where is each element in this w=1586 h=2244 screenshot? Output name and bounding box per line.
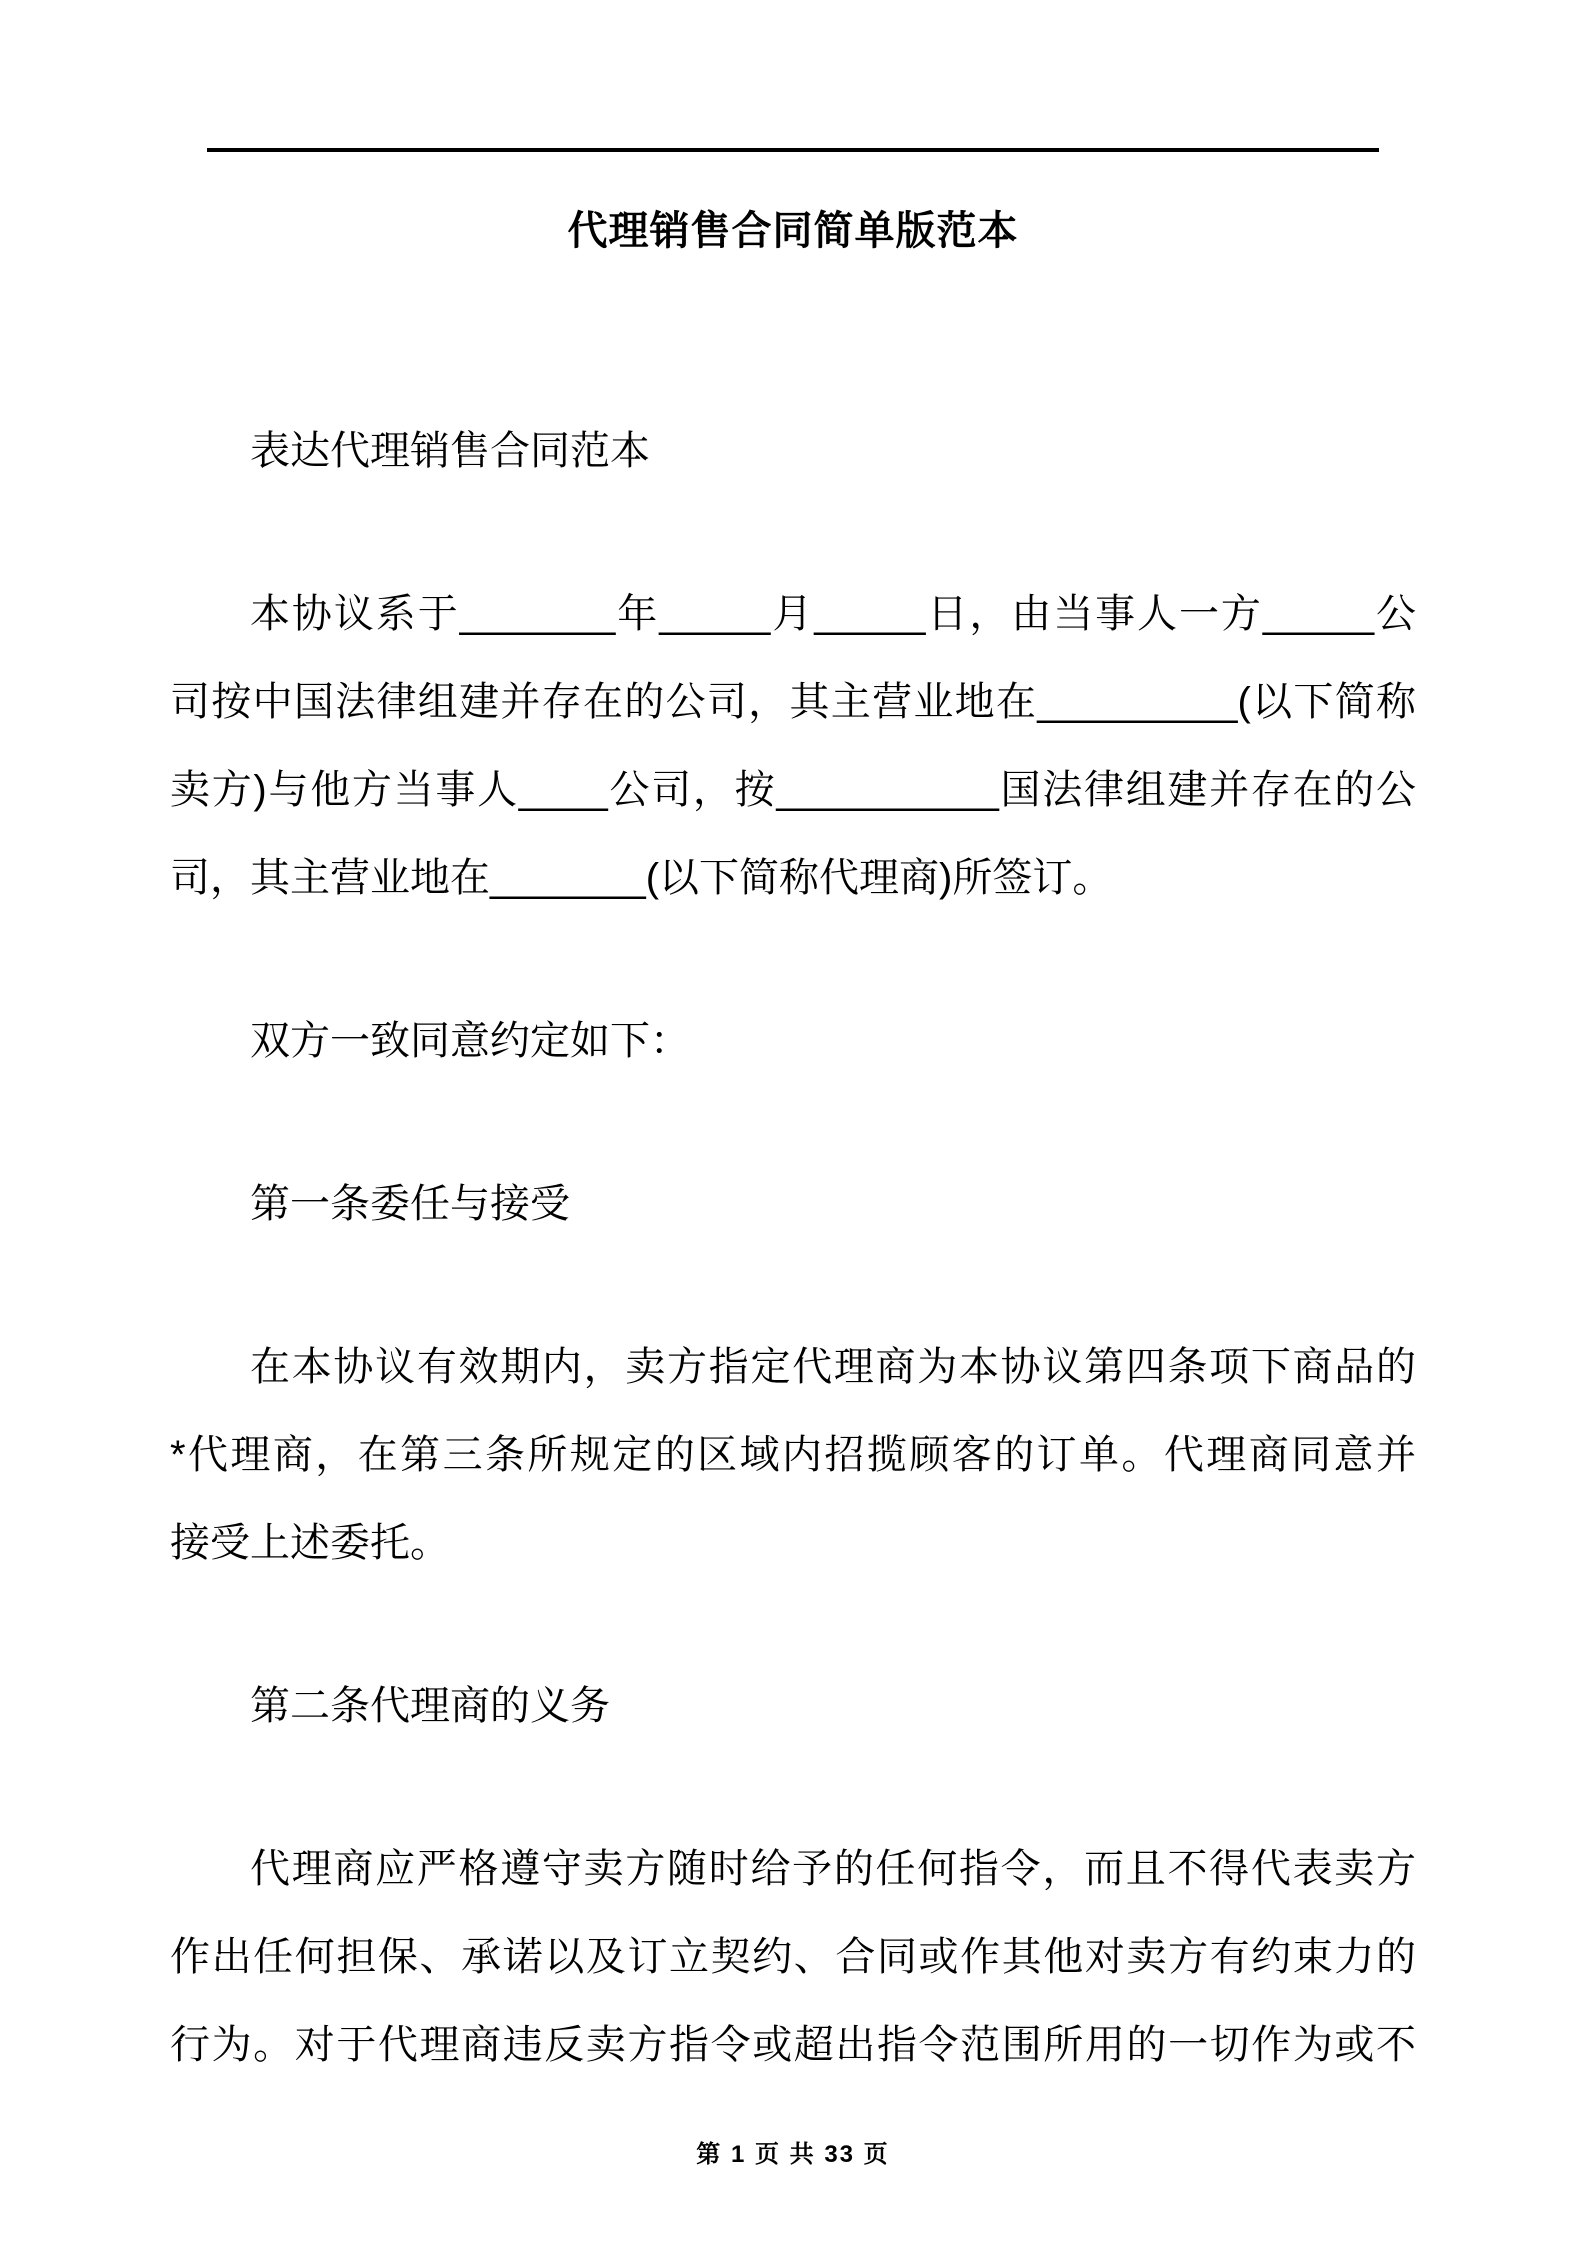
- paragraph-line: 在本协议有效期内，卖方指定代理商为本协议第四条项下商品的: [250, 1345, 1416, 1389]
- header-rule: [207, 148, 1379, 152]
- paragraph-line: 第一条委任与接受: [250, 1182, 570, 1226]
- paragraph-line: 司，其主营业地在_______(以下简称代理商)所签订。: [170, 856, 1113, 900]
- paragraph-line: 第二条代理商的义务: [250, 1684, 610, 1728]
- paragraph-line: 作出任何担保、承诺以及订立契约、合同或作其他对卖方有约束力的: [170, 1935, 1416, 1979]
- paragraph-line: 双方一致同意约定如下：: [250, 1019, 690, 1063]
- paragraph-article-2-body: [170, 1825, 1416, 2089]
- paragraph-line: 接受上述委托。: [170, 1521, 450, 1565]
- paragraph-mutual-agreement: [170, 997, 1416, 1085]
- page-number-footer: 第 1 页 共 33 页: [696, 2141, 890, 2168]
- document-title: 代理销售合同简单版范本: [567, 209, 1019, 253]
- heading-article-2: [170, 1662, 1416, 1750]
- paragraph-line: 本协议系于_______年_____月_____日，由当事人一方_____公: [250, 592, 1416, 636]
- paragraph-article-1-body: [170, 1323, 1416, 1587]
- heading-article-1: [170, 1160, 1416, 1248]
- paragraph-line: 卖方)与他方当事人____公司，按__________国法律组建并存在的公: [170, 768, 1416, 812]
- paragraph-intro: [170, 407, 1416, 495]
- paragraph-line: *代理商，在第三条所规定的区域内招揽顾客的订单。代理商同意并: [170, 1433, 1416, 1477]
- paragraph-agreement-parties: [170, 570, 1416, 922]
- paragraph-line: 司按中国法律组建并存在的公司，其主营业地在_________(以下简称: [170, 680, 1416, 724]
- paragraph-line: 表达代理销售合同范本: [250, 429, 650, 473]
- paragraph-line: 代理商应严格遵守卖方随时给予的任何指令，而且不得代表卖方: [250, 1847, 1416, 1891]
- paragraph-line: 行为。对于代理商违反卖方指令或超出指令范围所用的一切作为或不: [170, 2023, 1416, 2067]
